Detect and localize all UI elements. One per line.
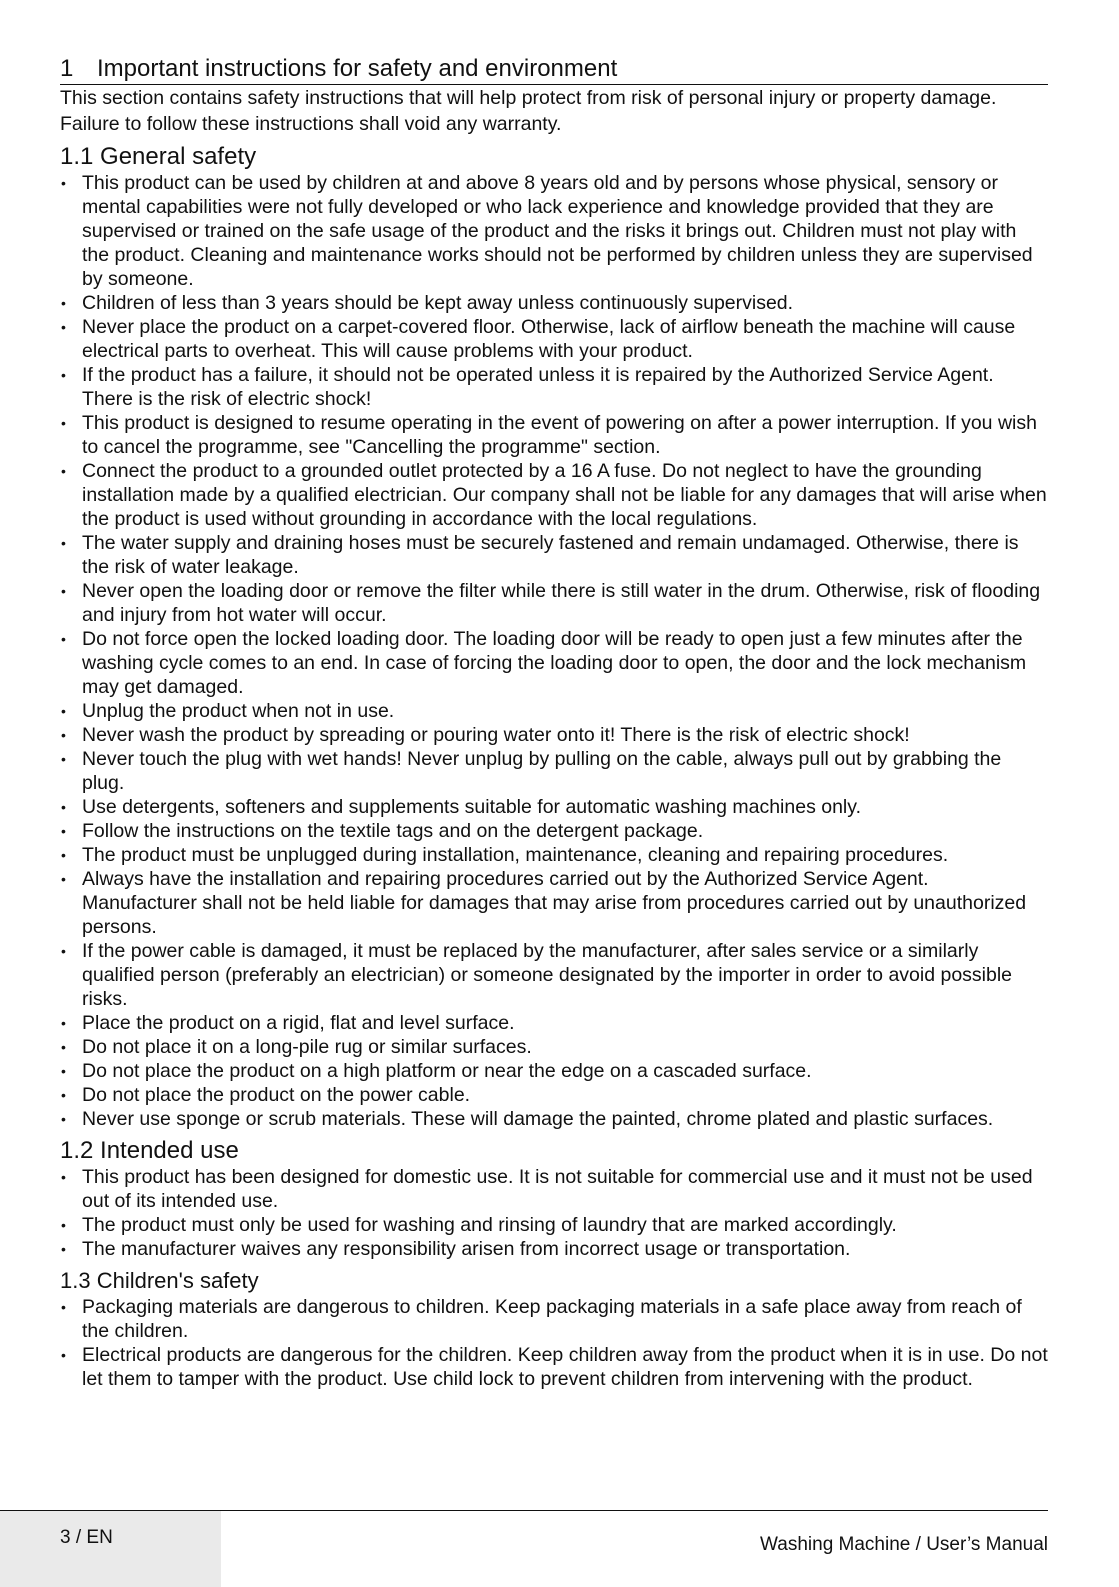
bullet-item: • If the product has a failure, it should not be operated unless it is repaired by the Authorized Service Agent. There is the risk of electric shock! [60, 363, 1048, 411]
intro-paragraph: This section contains safety instructions that will help protect from risk of personal injury or property damage. Failure to follow these instructions shall void any warranty. [60, 87, 997, 135]
bullet-item: • This product can be used by children at and above 8 years old and by persons whose physical, sensory or mental capabilities were not fully developed or who lack experience and knowledge provided that they are supervised or trained on the safe usage of the product and the risks it brings out. Children must not play with the product. Cleaning and maintenance works should not be performed by children unless they are supervised by someone. [60, 171, 1048, 291]
bullet-item: • Never place the product on a carpet-covered floor. Otherwise, lack of airflow beneath the machine will cause electrical parts to overheat. This will cause problems with your product. [60, 315, 1048, 363]
bullet-item: • Unplug the product when not in use. [60, 699, 1048, 723]
bullet-item: • Electrical products are dangerous for the children. Keep children away from the product when it is in use. Do not let them to tamper with the product. Use child lock to prevent children from intervening with the product. [60, 1343, 1048, 1391]
bullet-item: • Always have the installation and repairing procedures carried out by the Authorized Service Agent. Manufacturer shall not be held liable for damages that may arise from procedures carried out by unauthorized persons. [60, 867, 1048, 939]
bullet-item: • The water supply and draining hoses must be securely fastened and remain undamaged. Otherwise, there is the risk of water leakage. [60, 531, 1048, 579]
section-heading: 1.1 General safety [60, 143, 257, 170]
section-childrens-safety [60, 1267, 1048, 1391]
bullet-list [60, 171, 1048, 1131]
bullet-list [60, 1295, 1048, 1391]
bullet-item: • The product must be unplugged during installation, maintenance, cleaning and repairing procedures. [60, 843, 1048, 867]
bullet-item: • This product is designed to resume operating in the event of powering on after a power interruption. If you wish to cancel the programme, see "Cancelling the programme" section. [60, 411, 1048, 459]
bullet-item: • Follow the instructions on the textile tags and on the detergent package. [60, 819, 1048, 843]
bullet-item: • Do not place the product on a high platform or near the edge on a cascaded surface. [60, 1059, 1048, 1083]
bullet-item: • Never open the loading door or remove the filter while there is still water in the drum. Otherwise, risk of flooding and injury from hot water will occur. [60, 579, 1048, 627]
page-number: 3 / EN [60, 1527, 113, 1548]
bullet-item: • Do not place the product on the power cable. [60, 1083, 1048, 1107]
bullet-item: • The product must only be used for washing and rinsing of laundry that are marked accordingly. [60, 1213, 1048, 1237]
section-heading: 1.2 Intended use [60, 1137, 239, 1164]
bullet-item: • Children of less than 3 years should be kept away unless continuously supervised. [60, 291, 1048, 315]
bullet-item: • Never use sponge or scrub materials. These will damage the painted, chrome plated and plastic surfaces. [60, 1107, 1048, 1131]
section-general-safety [60, 143, 1048, 1131]
section-intended-use [60, 1137, 1048, 1261]
bullet-item: • The manufacturer waives any responsibility arisen from incorrect usage or transportation. [60, 1237, 1048, 1261]
main-heading-title: Important instructions for safety and environment [97, 55, 618, 82]
bullet-item: • Use detergents, softeners and supplements suitable for automatic washing machines only. [60, 795, 1048, 819]
bullet-item: • Do not force open the locked loading door. The loading door will be ready to open just a few minutes after the washing cycle comes to an end. In case of forcing the loading door to open, the door and the lock mechanism may get damaged. [60, 627, 1048, 699]
bullet-item: • Never touch the plug with wet hands! Never unplug by pulling on the cable, always pull out by grabbing the plug. [60, 747, 1048, 795]
bullet-item: • Never wash the product by spreading or pouring water onto it! There is the risk of electric shock! [60, 723, 1048, 747]
bullet-item: • This product has been designed for domestic use. It is not suitable for commercial use and it must not be used out of its intended use. [60, 1165, 1048, 1213]
bullet-item: • If the power cable is damaged, it must be replaced by the manufacturer, after sales service or a similarly qualified person (preferably an electrician) or someone designated by the importer in order to avoid possible risks. [60, 939, 1048, 1011]
bullet-list [60, 1165, 1048, 1261]
document-body [60, 54, 1048, 1391]
bullet-item: • Place the product on a rigid, flat and level surface. [60, 1011, 1048, 1035]
bullet-item: • Packaging materials are dangerous to children. Keep packaging materials in a safe place away from reach of the children. [60, 1295, 1048, 1343]
bullet-item: • Do not place it on a long-pile rug or similar surfaces. [60, 1035, 1048, 1059]
bullet-item: • Connect the product to a grounded outlet protected by a 16 A fuse. Do not neglect to have the grounding installation made by a qualified electrician. Our company shall not be liable for any damages that will arise when the product is used without grounding in accordance with the local regulations. [60, 459, 1048, 531]
main-heading [60, 54, 1048, 85]
section-heading: 1.3 Children's safety [60, 1268, 259, 1293]
footer-title: Washing Machine / User’s Manual [760, 1534, 1048, 1555]
main-heading-number: 1 [60, 55, 74, 82]
